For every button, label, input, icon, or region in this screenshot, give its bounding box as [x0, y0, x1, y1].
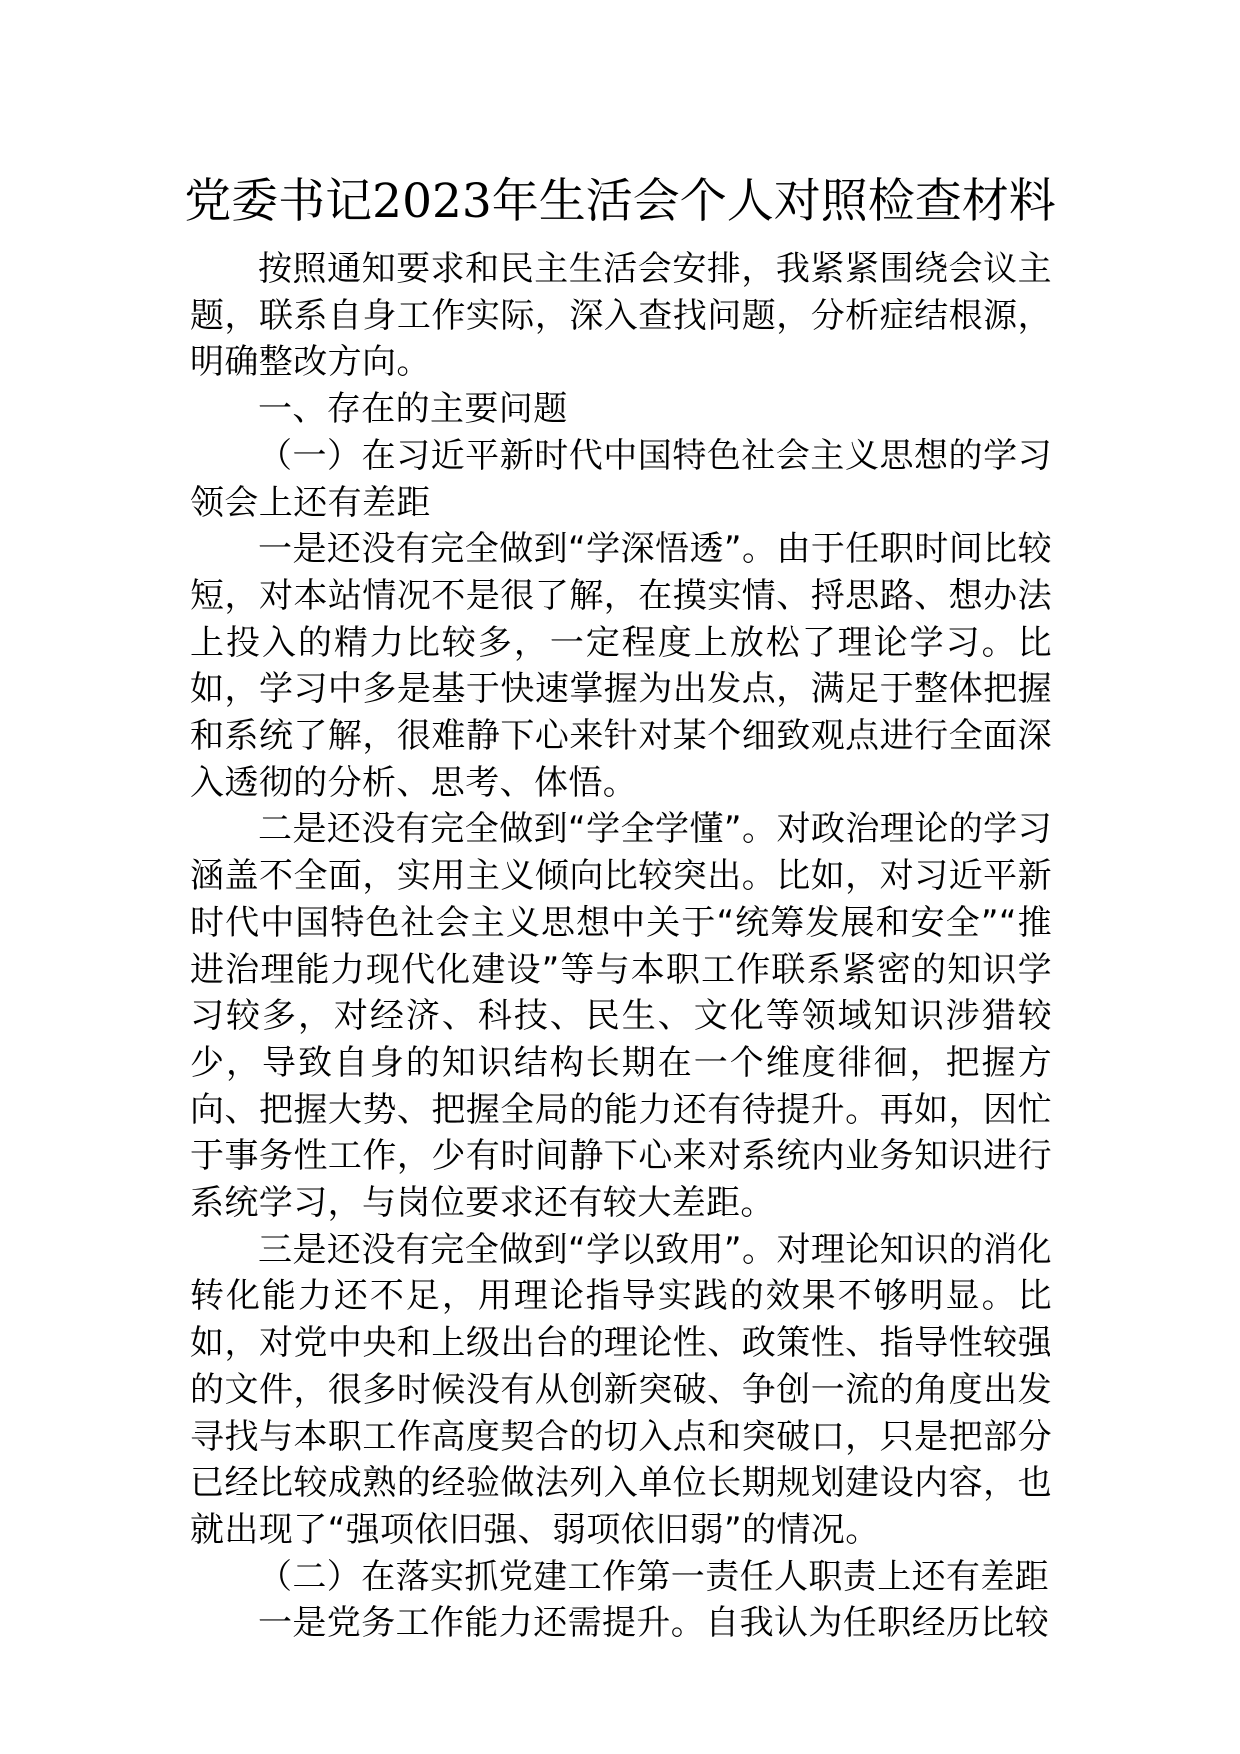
section-heading-main-problems: 一、存在的主要问题 — [258, 389, 568, 430]
document-body — [190, 246, 1052, 1647]
body-paragraph: 一是还没有完全做到“学深悟透”。由于任职时间比较短，对本站情况不是很了解，在摸实情、捋思路、想办法上投入的精力比较多，一定程度上放松了理论学习。比如，学习中多是基于快速掌握为出发点，满足于整体把握和系统了解，很难静下心来针对某个细致观点进行全面深入透彻的分析、思考、体悟。 — [190, 529, 1052, 803]
intro-paragraph: 按照通知要求和民主生活会安排，我紧紧围绕会议主题，联系自身工作实际，深入查找问题，分析症结根源，明确整改方向。 — [190, 249, 1052, 383]
subsection-heading-2: （二）在落实抓党建工作第一责任人职责上还有差距 — [258, 1556, 1050, 1597]
document-title: 党委书记2023年生活会个人对照检查材料 — [184, 174, 1056, 229]
body-paragraph: 二是还没有完全做到“学全学懂”。对政治理论的学习涵盖不全面，实用主义倾向比较突出。比如，对习近平新时代中国特色社会主义思想中关于“统筹发展和安全”“推进治理能力现代化建设”等与本职工作联系紧密的知识学习较多，对经济、科技、民生、文化等领域知识涉猎较少，导致自身的知识结构长期在一个维度徘徊，把握方向、把握大势、把握全局的能力还有待提升。再如，因忙于事务性工作，少有时间静下心来对系统内业务知识进行系统学习，与岗位要求还有较大差距。 — [190, 809, 1052, 1224]
subsection-heading-1: （一）在习近平新时代中国特色社会主义思想的学习领会上还有差距 — [190, 435, 1052, 523]
body-paragraph: 三是还没有完全做到“学以致用”。对理论知识的消化转化能力还不足，用理论指导实践的效果不够明显。比如，对党中央和上级出台的理论性、政策性、指导性较强的文件，很多时候没有从创新突破、争创一流的角度出发寻找与本职工作高度契合的切入点和突破口，只是把部分已经比较成熟的经验做法列入单位长期规划建设内容，也就出现了“强项依旧强、弱项依旧弱”的情况。 — [190, 1229, 1052, 1550]
body-paragraph: 一是党务工作能力还需提升。自我认为任职经历比较 — [258, 1603, 1050, 1644]
